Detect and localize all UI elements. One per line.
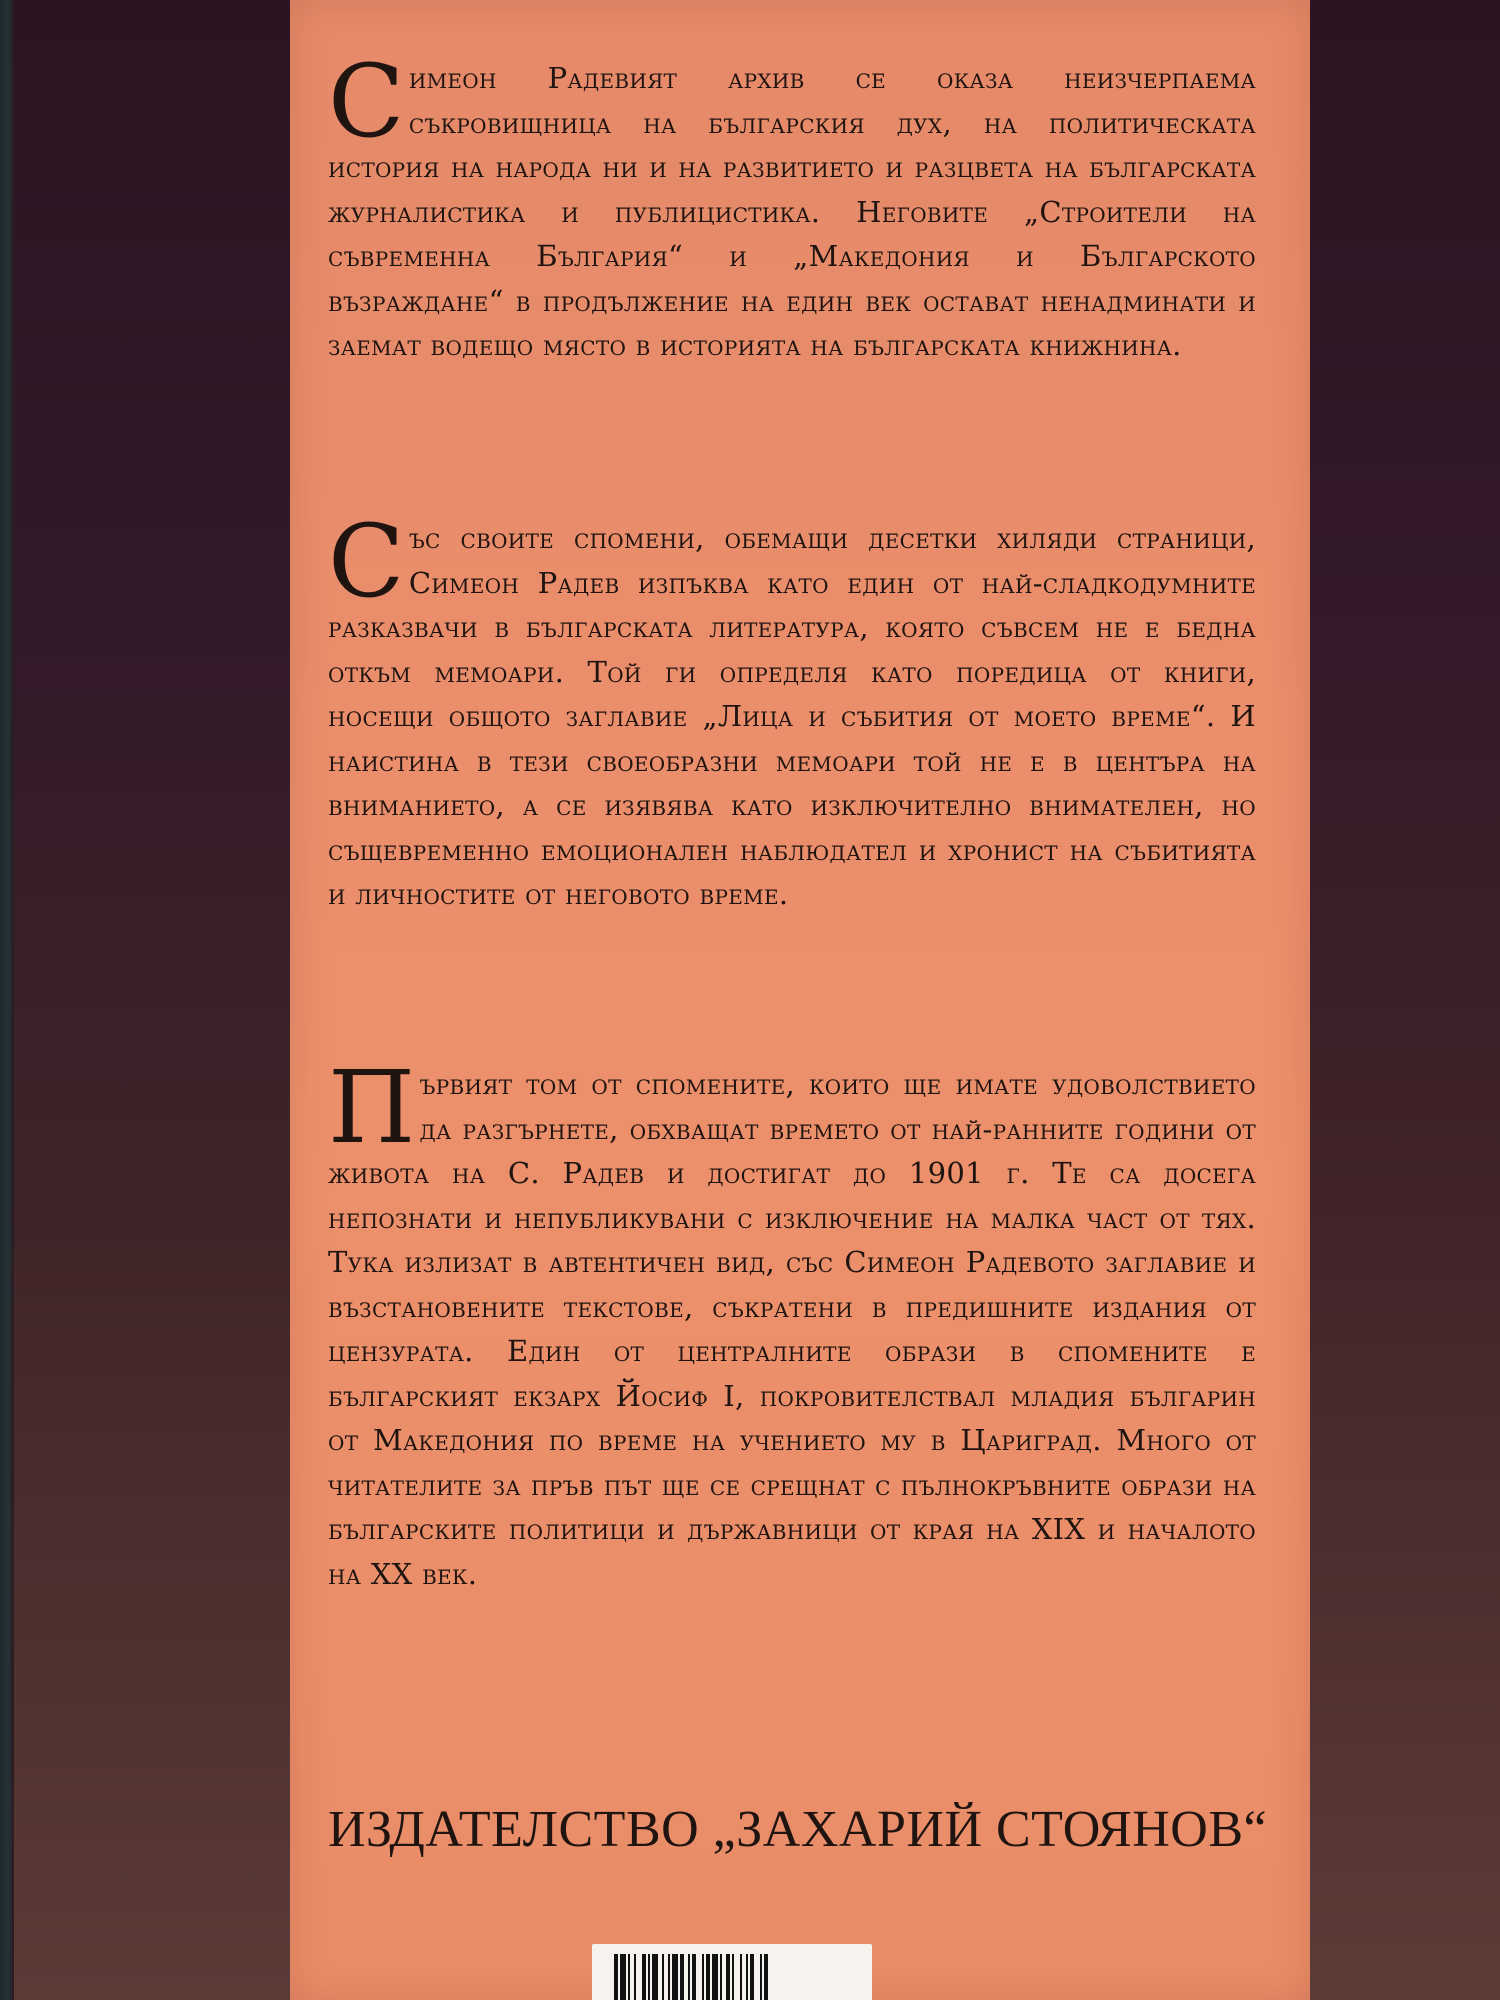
barcode-stripe bbox=[712, 1954, 718, 2000]
barcode-stripe bbox=[732, 1954, 734, 2000]
barcode-stripe bbox=[652, 1954, 658, 2000]
barcode-stripe bbox=[662, 1954, 664, 2000]
barcode-stripe bbox=[702, 1954, 704, 2000]
barcode-stripe bbox=[692, 1954, 696, 2000]
barcode-stripe bbox=[620, 1954, 626, 2000]
barcode-stripe bbox=[642, 1954, 646, 2000]
barcode-stripe bbox=[746, 1954, 748, 2000]
paragraph-1-block bbox=[328, 43, 1256, 368]
barcode-stripe bbox=[720, 1954, 722, 2000]
paragraph-2-block bbox=[328, 503, 1256, 917]
paragraph-3: Първият том от спомените, които ще имате удоволствието да разгърнете, обхващат времето от най-ранните години от живота на С. Радев и достигат до 1901 г. Те са досега непознати и непубликувани с изключение на малка част от тях. Тука излизат в автентичен вид, със Симеон Радевото заглавие и възстановените текстове, съкратени в предишните издания от цензурата. Един от централните образи в спомените е българският екзарх Йосиф I, покровителствал младия българин от Македония по време на учението му в Цариград. Много от читателите за пръв път ще се срещнат с пълнокръвните образи на българските политици и държавници от края на XIX и началото на XX век. bbox=[328, 1049, 1256, 1591]
cover-left-edge bbox=[0, 0, 14, 2000]
paragraph-3-block bbox=[328, 1049, 1256, 1596]
barcode-stripe bbox=[634, 1954, 636, 2000]
barcode-stripe bbox=[706, 1954, 710, 2000]
paragraph-1: Симеон Радевият архив се оказа неизчерпаема съкровищница на българския дух, на политическата история на народа ни и на развитието и разцвета на българската журналистика и публицистика. Неговите „Строители на съвременна България“ и „Македония и Българското възраждане“ в продължение на един век остават ненадминати и заемат водещо място в историята на българската книжнина. bbox=[328, 43, 1256, 362]
barcode-stripe bbox=[614, 1954, 618, 2000]
cover-left-background bbox=[14, 0, 290, 2000]
barcode-icon bbox=[592, 1944, 872, 2000]
barcode-stripe bbox=[688, 1954, 690, 2000]
paragraph-2: Със своите спомени, обемащи десетки хиляди страници, Симеон Радев изпъква като един от най-сладкодумните разказвачи в българската литература, която съвсем не е бедна откъм мемоари. Той ги определя като поредица от книги, носещи общото заглавие „Лица и събития от моето време“. И наистина в тези своеобразни мемоари той не е в центъра на вниманието, а се изявява като изключително внимателен, но същевременно емоционален наблюдател и хронист на събитията и личностите от неговото време. bbox=[328, 503, 1256, 911]
barcode-stripe bbox=[672, 1954, 678, 2000]
barcode-stripe bbox=[740, 1954, 742, 2000]
barcode-stripe bbox=[764, 1954, 768, 2000]
publisher-name: ИЗДАТЕЛСТВО „ЗАХАРИЙ СТОЯНОВ“ bbox=[328, 1801, 1268, 1858]
barcode-stripe bbox=[726, 1954, 730, 2000]
barcode-stripe bbox=[680, 1954, 684, 2000]
barcode-stripe bbox=[750, 1954, 754, 2000]
barcode-stripe bbox=[648, 1954, 650, 2000]
barcode-stripe bbox=[628, 1954, 630, 2000]
cover-right-background bbox=[1310, 0, 1500, 2000]
barcode-stripe bbox=[668, 1954, 670, 2000]
barcode-stripe bbox=[760, 1954, 762, 2000]
